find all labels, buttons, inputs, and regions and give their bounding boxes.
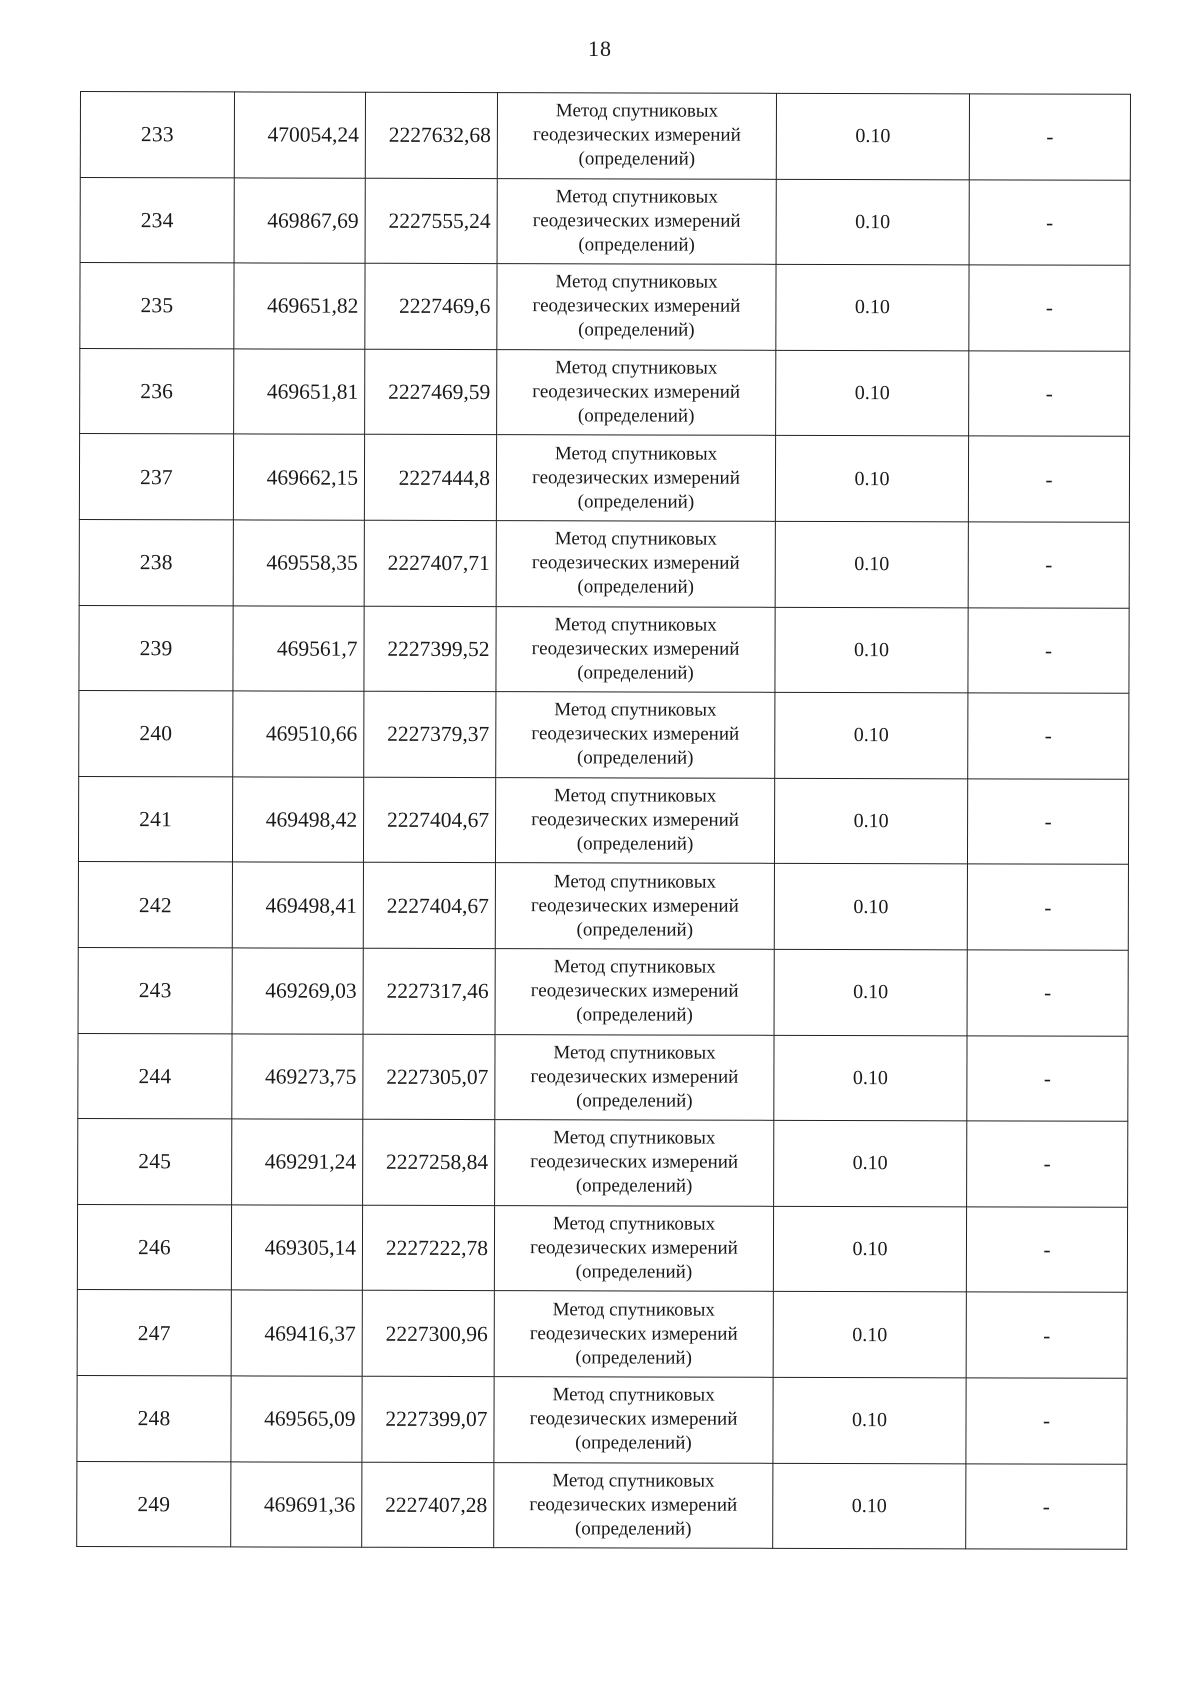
accuracy-cell: 0.10 <box>773 1377 966 1463</box>
method-cell <box>496 606 775 692</box>
method-text-line: (определений) <box>576 833 694 855</box>
note-cell: - <box>967 1121 1128 1207</box>
method-text-line: геодезических измерений <box>531 723 740 746</box>
table-row <box>79 434 1129 522</box>
y-coordinate-cell: 2227407,71 <box>364 520 496 606</box>
method-text-line: Метод спутниковых <box>554 699 717 722</box>
coordinates-table-body <box>77 92 1131 1550</box>
point-number-cell: 237 <box>79 434 233 520</box>
table-row <box>80 92 1130 180</box>
method-cell <box>494 1291 773 1377</box>
note-cell: - <box>968 607 1129 693</box>
table-row <box>78 776 1128 864</box>
method-cell <box>495 777 774 863</box>
accuracy-cell: 0.10 <box>774 1120 967 1206</box>
note-cell: - <box>968 693 1129 779</box>
method-text-line: геодезических измерений <box>532 295 741 318</box>
x-coordinate-cell: 469561,7 <box>233 605 364 691</box>
method-text-line: (определений) <box>576 1090 693 1112</box>
point-number-cell: 238 <box>79 519 233 605</box>
accuracy-cell: 0.10 <box>773 1292 966 1378</box>
x-coordinate-cell: 469498,42 <box>232 777 363 863</box>
method-text-line: Метод спутниковых <box>555 186 718 208</box>
method-cell <box>496 435 775 521</box>
y-coordinate-cell: 2227317,46 <box>363 948 495 1034</box>
method-cell <box>494 1462 773 1548</box>
method-text-line: геодезических измерений <box>532 124 741 147</box>
method-text-line: Метод спутниковых <box>552 1298 715 1321</box>
method-cell <box>496 692 775 778</box>
note-cell: - <box>969 94 1130 180</box>
accuracy-cell: 0.10 <box>774 864 967 950</box>
accuracy-cell: 0.10 <box>774 778 967 864</box>
method-text-line: Метод спутниковых <box>554 442 718 465</box>
y-coordinate-cell: 2227404,67 <box>363 777 495 863</box>
y-coordinate-cell: 2227258,84 <box>363 1119 495 1205</box>
method-cell <box>495 1034 774 1120</box>
method-text-line: Метод спутниковых <box>552 1470 715 1492</box>
note-cell: - <box>966 1463 1127 1549</box>
note-cell: - <box>966 1207 1127 1293</box>
x-coordinate-cell: 469651,82 <box>234 263 365 349</box>
table-row <box>77 1375 1127 1463</box>
table-row <box>77 1461 1127 1549</box>
x-coordinate-cell: 469662,15 <box>233 434 364 520</box>
y-coordinate-cell: 2227305,07 <box>363 1034 495 1120</box>
method-text-line: геодезических измерений <box>529 1408 738 1430</box>
y-coordinate-cell: 2227222,78 <box>362 1205 494 1291</box>
accuracy-cell: 0.10 <box>773 1463 966 1549</box>
table-row <box>78 947 1128 1035</box>
method-text-line: (определений) <box>578 319 695 342</box>
x-coordinate-cell: 469565,09 <box>231 1376 362 1462</box>
y-coordinate-cell: 2227469,59 <box>365 349 497 435</box>
method-text-line: Метод спутниковых <box>554 614 717 636</box>
x-coordinate-cell: 469510,66 <box>233 691 364 777</box>
method-text-line: Метод спутниковых <box>555 357 718 379</box>
y-coordinate-cell: 2227407,28 <box>362 1462 494 1548</box>
table-row <box>79 605 1129 693</box>
method-text-line: (определений) <box>578 234 695 256</box>
point-number-cell: 242 <box>78 862 232 948</box>
y-coordinate-cell: 2227404,67 <box>363 863 495 949</box>
method-cell <box>495 949 774 1035</box>
note-cell: - <box>967 950 1128 1036</box>
point-number-cell: 236 <box>80 348 234 434</box>
method-text-line: геодезических измерений <box>529 1322 738 1345</box>
note-cell: - <box>966 1292 1127 1378</box>
method-text-line: (определений) <box>575 1175 693 1198</box>
note-cell: - <box>968 436 1129 522</box>
method-text-line: Метод спутниковых <box>553 956 716 978</box>
method-text-line: геодезических измерений <box>530 894 739 917</box>
table-row <box>80 348 1130 436</box>
method-text-line: геодезических измерений <box>532 381 741 403</box>
coordinates-table <box>76 91 1131 1550</box>
method-text-line: Метод спутниковых <box>554 785 717 807</box>
note-cell: - <box>967 1035 1128 1121</box>
point-number-cell: 248 <box>77 1375 231 1461</box>
x-coordinate-cell: 469305,14 <box>231 1205 362 1291</box>
point-number-cell: 249 <box>77 1461 231 1547</box>
method-text-line: (определений) <box>577 405 695 427</box>
accuracy-cell: 0.10 <box>775 607 968 693</box>
accuracy-cell: 0.10 <box>773 1206 966 1292</box>
method-text-line: геодезических измерений <box>532 466 740 489</box>
y-coordinate-cell: 2227399,52 <box>364 606 496 692</box>
x-coordinate-cell: 469273,75 <box>232 1033 363 1119</box>
point-number-cell: 247 <box>77 1290 231 1376</box>
method-text-line: геодезических измерений <box>531 638 740 660</box>
note-cell: - <box>967 864 1128 950</box>
note-cell: - <box>969 179 1130 265</box>
method-text-line: (определений) <box>576 1004 693 1026</box>
x-coordinate-cell: 469691,36 <box>231 1461 362 1547</box>
note-cell: - <box>969 265 1130 351</box>
note-cell: - <box>969 351 1130 437</box>
point-number-cell: 243 <box>78 947 232 1033</box>
method-text-line: геодезических измерений <box>529 1493 738 1516</box>
point-number-cell: 234 <box>80 177 234 263</box>
accuracy-cell: 0.10 <box>776 179 969 265</box>
method-text-line: (определений) <box>577 490 695 513</box>
x-coordinate-cell: 469558,35 <box>233 520 364 606</box>
method-text-line: геодезических измерений <box>531 552 740 574</box>
point-number-cell: 235 <box>80 263 234 349</box>
accuracy-cell: 0.10 <box>775 521 968 607</box>
point-number-cell: 233 <box>80 92 234 178</box>
point-number-cell: 240 <box>79 691 233 777</box>
table-row <box>78 862 1128 950</box>
y-coordinate-cell: 2227632,68 <box>365 92 497 178</box>
method-text-line: геодезических измерений <box>530 980 739 1002</box>
x-coordinate-cell: 469269,03 <box>232 948 363 1034</box>
method-cell <box>494 1205 773 1291</box>
y-coordinate-cell: 2227444,8 <box>364 435 496 521</box>
point-number-cell: 241 <box>78 776 232 862</box>
point-number-cell: 245 <box>78 1119 232 1205</box>
method-text-line: геодезических измерений <box>530 1237 738 1259</box>
accuracy-cell: 0.10 <box>776 265 969 351</box>
x-coordinate-cell: 469416,37 <box>231 1290 362 1376</box>
method-text-line: Метод спутниковых <box>552 1384 715 1406</box>
accuracy-cell: 0.10 <box>775 436 968 522</box>
method-text-line: Метод спутниковых <box>555 100 719 122</box>
method-text-line: Метод спутниковых <box>553 1127 716 1150</box>
method-text-line: (определений) <box>576 918 694 941</box>
method-text-line: Метод спутниковых <box>552 1213 716 1235</box>
method-cell <box>496 521 775 607</box>
y-coordinate-cell: 2227399,07 <box>362 1376 494 1462</box>
accuracy-cell: 0.10 <box>776 93 969 179</box>
x-coordinate-cell: 469498,41 <box>232 862 363 948</box>
table-row <box>80 263 1130 351</box>
point-number-cell: 239 <box>79 605 233 691</box>
method-text-line: Метод спутниковых <box>554 528 717 550</box>
method-cell <box>497 264 776 350</box>
accuracy-cell: 0.10 <box>774 1035 967 1121</box>
method-cell <box>497 178 776 264</box>
accuracy-cell: 0.10 <box>776 350 969 436</box>
y-coordinate-cell: 2227300,96 <box>362 1291 494 1377</box>
method-text-line: (определений) <box>575 1346 692 1369</box>
y-coordinate-cell: 2227555,24 <box>365 178 497 264</box>
method-text-line: Метод спутниковых <box>553 1042 716 1064</box>
y-coordinate-cell: 2227469,6 <box>365 263 497 349</box>
table-row <box>78 1119 1128 1207</box>
method-cell <box>497 93 776 179</box>
method-text-line: Метод спутниковых <box>553 870 717 893</box>
method-text-line: геодезических измерений <box>532 210 741 232</box>
x-coordinate-cell: 469291,24 <box>232 1119 363 1205</box>
table-row <box>77 1204 1127 1292</box>
method-text-line: (определений) <box>578 148 696 170</box>
method-cell <box>497 349 776 435</box>
method-text-line: (определений) <box>574 1518 692 1540</box>
note-cell: - <box>966 1378 1127 1464</box>
method-cell <box>495 863 774 949</box>
point-number-cell: 244 <box>78 1033 232 1119</box>
page-number: 18 <box>588 36 612 61</box>
method-text-line: (определений) <box>575 1432 692 1454</box>
x-coordinate-cell: 469651,81 <box>234 349 365 435</box>
accuracy-cell: 0.10 <box>775 692 968 778</box>
method-cell <box>494 1376 773 1462</box>
table-row <box>79 519 1129 607</box>
method-text-line: (определений) <box>576 747 694 770</box>
method-text-line: (определений) <box>577 662 694 684</box>
method-cell <box>495 1120 774 1206</box>
method-text-line: геодезических измерений <box>530 1066 739 1088</box>
method-text-line: Метод спутниковых <box>555 271 718 294</box>
method-text-line: геодезических измерений <box>530 1151 739 1174</box>
table-row <box>78 1033 1128 1121</box>
point-number-cell: 246 <box>77 1204 231 1290</box>
table-row <box>79 691 1129 779</box>
table-row <box>80 177 1130 265</box>
method-text-line: (определений) <box>577 576 694 598</box>
accuracy-cell: 0.10 <box>774 949 967 1035</box>
table-row <box>77 1290 1127 1378</box>
x-coordinate-cell: 469867,69 <box>234 177 365 263</box>
note-cell: - <box>968 522 1129 608</box>
y-coordinate-cell: 2227379,37 <box>364 691 496 777</box>
note-cell: - <box>967 779 1128 865</box>
method-text-line: геодезических измерений <box>531 809 740 831</box>
method-text-line: (определений) <box>575 1261 693 1283</box>
x-coordinate-cell: 470054,24 <box>234 92 365 178</box>
